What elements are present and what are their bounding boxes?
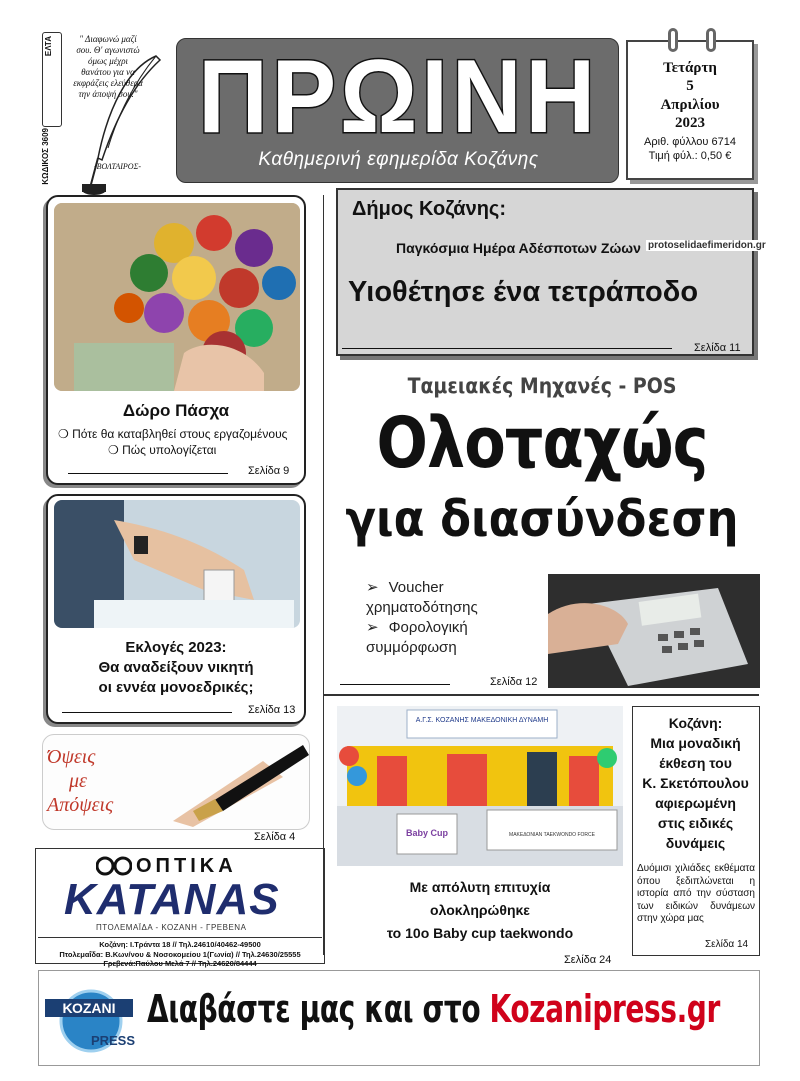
easter-bonus-article[interactable] <box>46 195 306 485</box>
easter-bullet: ❍ Πώς υπολογίζεται <box>108 443 217 457</box>
kozanipress-banner[interactable] <box>38 970 760 1066</box>
divider <box>68 473 228 474</box>
code-label: ΚΩΔΙΚΟΣ 3609 <box>41 128 50 185</box>
page-reference: Σελίδα 14 <box>705 939 749 950</box>
divider <box>342 348 672 349</box>
main-story-bullet <box>366 618 546 658</box>
municipality-article[interactable] <box>336 188 754 356</box>
page-reference: Σελίδα 24 <box>564 954 612 966</box>
voltaire-quote-box <box>40 28 165 188</box>
main-story-bullets <box>366 578 546 658</box>
pos-terminal-photo <box>548 574 760 688</box>
logo-bottom-text: PRESS <box>90 1033 136 1048</box>
headline-line: το 10ο Baby cup taekwondo <box>386 925 574 941</box>
page-reference: Σελίδα 13 <box>248 704 296 716</box>
logo-top-text: ΚΟΖΑΝΙ <box>62 1000 116 1016</box>
divider <box>340 684 450 685</box>
divider <box>62 712 232 713</box>
municipality-subheading: Παγκόσμια Ημέρα Αδέσποτων Ζώων <box>396 240 641 256</box>
optics-cities: ΠΤΟΛΕΜΑΪΔΑ - ΚΟΖΑΝΗ - ΓΡΕΒΕΝΑ <box>96 923 247 932</box>
easter-bullet: ❍ Πότε θα καταβληθεί στους εργαζομένους <box>58 427 288 441</box>
date-calendar <box>626 40 754 180</box>
contact-line: Κοζάνη: Ι.Τράντα 18 // Τηλ.24610/40462-49500 <box>99 940 261 949</box>
easter-eggs-photo <box>54 203 300 391</box>
easter-bullet-text: Πότε θα καταβληθεί στους εργαζομένους <box>72 427 288 441</box>
elections-article[interactable] <box>46 494 306 724</box>
page-reference: Σελίδα 4 <box>254 831 296 843</box>
easter-bullet-text: Πώς υπολογίζεται <box>122 443 217 457</box>
opinions-word: Απόψεις <box>47 794 114 816</box>
opinions-word: Όψεις <box>47 746 96 768</box>
newspaper-subtitle: Καθημερινή εφημερίδα Κοζάνης <box>258 149 539 170</box>
main-story-bullet <box>366 578 546 618</box>
quote-text: " Διαφωνώ μαζί σου. Θ' αγωνιστώ όμως μέχρι θανάτου για να εκφράζεις ελεύθερα την άποψή σου." <box>73 34 143 99</box>
exhibition-body: Δυόμισι χιλιάδες εκθέματα όπου ξεδιπλώνεται η ιστορία από την σύσταση των ειδικών δυνάμεων στην χώρα μας <box>637 863 755 924</box>
calendar-month: Απριλίου <box>660 97 720 113</box>
page-reference: Σελίδα 12 <box>490 676 538 688</box>
contact-line: Γρεβενά:Παύλου Μελά 7 // Τηλ.24620/84444 <box>103 959 257 968</box>
taekwondo-team-photo <box>337 706 623 866</box>
section-divider <box>323 694 759 696</box>
column-divider <box>323 195 324 955</box>
main-story-subheadline: για διασύνδεση <box>345 490 739 548</box>
baby-cup-text: Baby Cup <box>405 828 449 838</box>
elections-headline <box>48 638 304 698</box>
municipality-headline: Υιοθέτησε ένα τετράποδο <box>348 276 699 308</box>
calendar-day: Τετάρτη <box>663 60 717 76</box>
arrow-icon: ➢ <box>366 619 379 636</box>
main-story-kicker: Ταμειακές Μηχανές - POS <box>407 374 677 398</box>
headline-line: ολοκληρώθηκε <box>430 902 530 918</box>
exhibition-article[interactable] <box>632 706 760 956</box>
headline-line: οι εννέα μονοεδρικές; <box>98 679 254 696</box>
headline-line: αφιερωμένη <box>655 795 736 811</box>
tkd-banner-text: Α.Γ.Σ. ΚΟΖΑΝΗΣ ΜΑΚΕΔΟΝΙΚΗ ΔΥΝΑΜΗ <box>415 717 549 724</box>
watermark: protoselidaefimeridon.gr <box>648 240 766 251</box>
bullet-text: Voucher χρηματοδότησης <box>366 579 478 616</box>
main-story-headline[interactable]: Ολοταχώς <box>376 402 708 484</box>
glasses-icon <box>96 855 132 877</box>
calendar-ring-icon <box>668 28 678 52</box>
sponsor-text: ΜΑΚΕΔΟΝΙΑΝ TAEKWONDO FORCE <box>509 832 595 838</box>
bullet-text: Φορολογική συμμόρφωση <box>366 619 468 656</box>
page-reference: Σελίδα 9 <box>248 465 290 477</box>
kozani-press-logo <box>41 979 141 1059</box>
calendar-ring-icon <box>706 28 716 52</box>
page-reference: Σελίδα 11 <box>694 342 741 354</box>
optics-katanas-ad[interactable] <box>35 848 325 968</box>
banner-text: Διαβάστε μας και στο <box>147 987 490 1031</box>
banner-link[interactable]: Kozanipress.gr <box>489 987 720 1031</box>
headline-line: Θα αναδείξουν νικητή <box>98 659 254 676</box>
fountain-pen-icon <box>153 741 309 827</box>
opinions-column[interactable] <box>42 734 310 830</box>
masthead <box>176 38 619 183</box>
headline-line: δυνάμεις <box>665 835 726 851</box>
opinions-title <box>47 745 113 817</box>
issue-price: Τιμή φύλ.: 0,50 € <box>648 150 732 162</box>
newspaper-title: ΠΡΩΙΝΗ <box>198 39 599 155</box>
issue-number: Αριθ. φύλλου 6714 <box>644 136 736 148</box>
municipality-heading: Δήμος Κοζάνης: <box>352 198 506 220</box>
taekwondo-headline[interactable] <box>337 876 623 945</box>
calendar-year: 2023 <box>675 115 705 131</box>
contact-line: Πτολεμαΐδα: Β.Κων/νου & Νοσοκομείου 1(Γωνία) // Τηλ.24630/25555 <box>59 949 301 959</box>
headline-line: Κ. Σκετόπουλου <box>642 775 749 791</box>
calendar-date: 5 <box>686 78 694 94</box>
headline-line: Μια μοναδική <box>650 735 741 751</box>
headline-line: Με απόλυτη επιτυχία <box>409 879 551 895</box>
optics-brand: ΟΠΤΙΚΑ <box>136 855 237 877</box>
banner-headline <box>147 987 720 1031</box>
headline-line: έκθεση του <box>659 755 732 771</box>
exhibition-headline <box>633 713 758 853</box>
headline-line: Εκλογές 2023: <box>125 639 227 656</box>
opinions-word: με <box>69 770 87 792</box>
arrow-icon: ➢ <box>366 579 379 596</box>
headline-line: Κοζάνη: <box>668 715 723 731</box>
headline-line: στις ειδικές <box>657 815 734 831</box>
quote-author: -ΒΟΛΤΑΙΡΟΣ- <box>94 162 141 171</box>
optics-contacts <box>38 937 322 969</box>
optics-name: KATANAS <box>64 875 280 924</box>
easter-headline: Δώρο Πάσχα <box>122 401 230 420</box>
elta-label: ΕΛΤΑ <box>44 36 53 57</box>
ballot-box-photo <box>54 500 300 628</box>
